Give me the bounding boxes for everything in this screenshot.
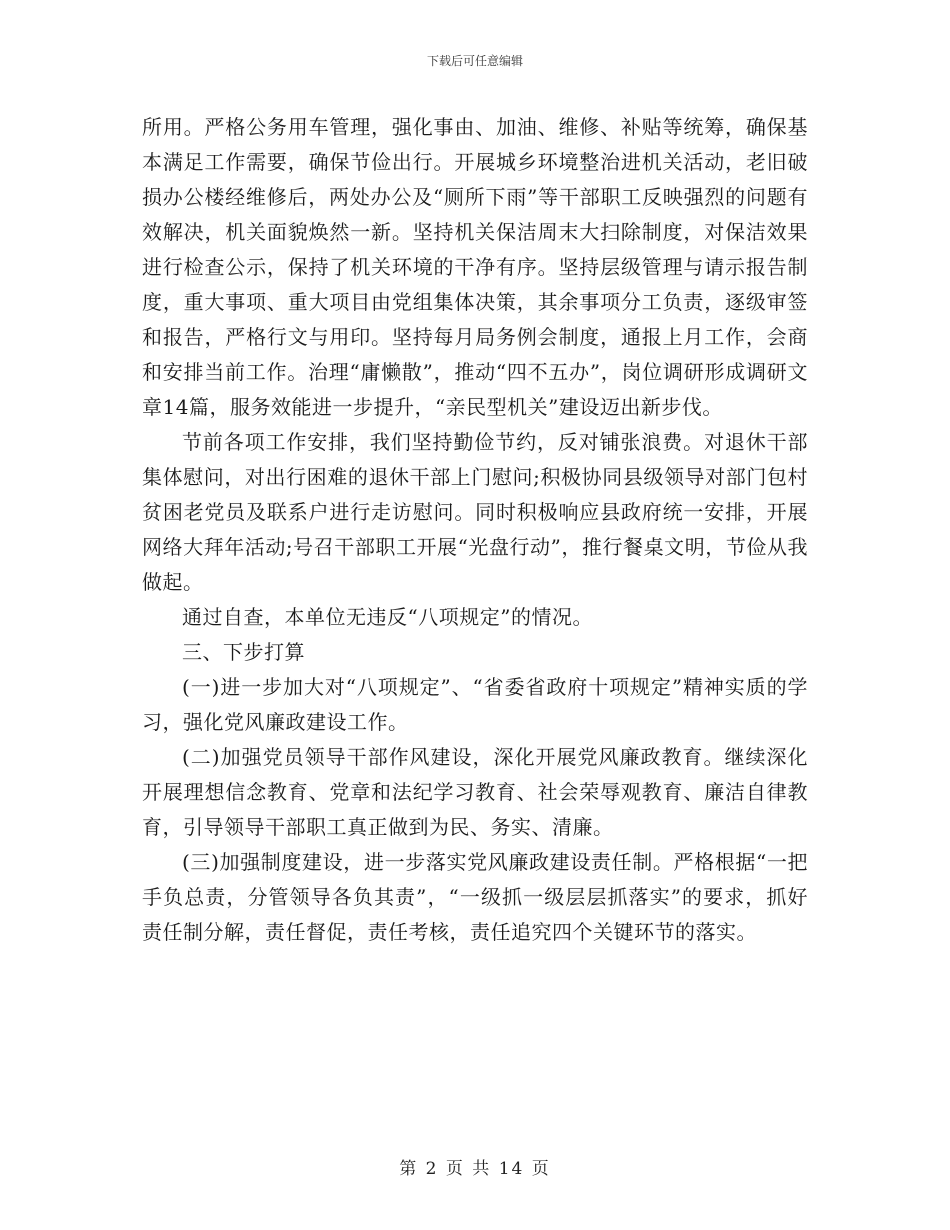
paragraph-item-2: (二)加强党员领导干部作风建设，深化开展党风廉政教育。继续深化开展理想信念教育、党章和法纪学习教育、社会荣辱观教育、廉洁自律教育，引导领导干部职工真正做到为民、务实、清廉。: [142, 745, 808, 839]
page-header-note: 下载后可任意编辑: [426, 54, 523, 68]
paragraph-3: 通过自查，本单位无违反“八项规定”的情况。: [182, 605, 593, 629]
paragraph-1: 所用。严格公务用车管理，强化事由、加油、维修、补贴等统筹，确保基本满足工作需要，确保节俭出行。开展城乡环境整治进机关活动，老旧破损办公楼经维修后，两处办公及“厕所下雨”等干部职工反映强烈的问题有效解决，机关面貌焕然一新。坚持机关保洁周末大扫除制度，对保洁效果进行检查公示，保持了机关环境的干净有序。坚持层级管理与请示报告制度，重大事项、重大项目由党组集体决策，其余事项分工负责，逐级审签和报告，严格行文与用印。坚持每月局务例会制度，通报上月工作，会商和安排当前工作。治理“庸懒散”，推动“四不五办”，岗位调研形成调研文章14篇，服务效能进一步提升，“亲民型机关”建设迈出新步伐。: [142, 115, 808, 419]
section-heading: 三、下步打算: [182, 640, 305, 664]
paragraph-item-1: (一)进一步加大对“八项规定”、“省委省政府十项规定”精神实质的学习，强化党风廉政建设工作。: [142, 675, 808, 734]
paragraph-2: 节前各项工作安排，我们坚持勤俭节约，反对铺张浪费。对退休干部集体慰问，对出行困难的退休干部上门慰问;积极协同县级领导对部门包村贫困老党员及联系户进行走访慰问。同时积极响应县政府统一安排，开展网络大拜年活动;号召干部职工开展“光盘行动”，推行餐桌文明，节俭从我做起。: [142, 430, 808, 594]
document-body: [142, 110, 808, 950]
paragraph-item-3: (三)加强制度建设，进一步落实党风廉政建设责任制。严格根据“一把手负总责，分管领导各负其责”，“一级抓一级层层抓落实”的要求，抓好责任制分解，责任督促，责任考核，责任追究四个关键环节的落实。: [142, 850, 808, 944]
page-number-footer: 第 2 页 共 14 页: [399, 1159, 551, 1179]
